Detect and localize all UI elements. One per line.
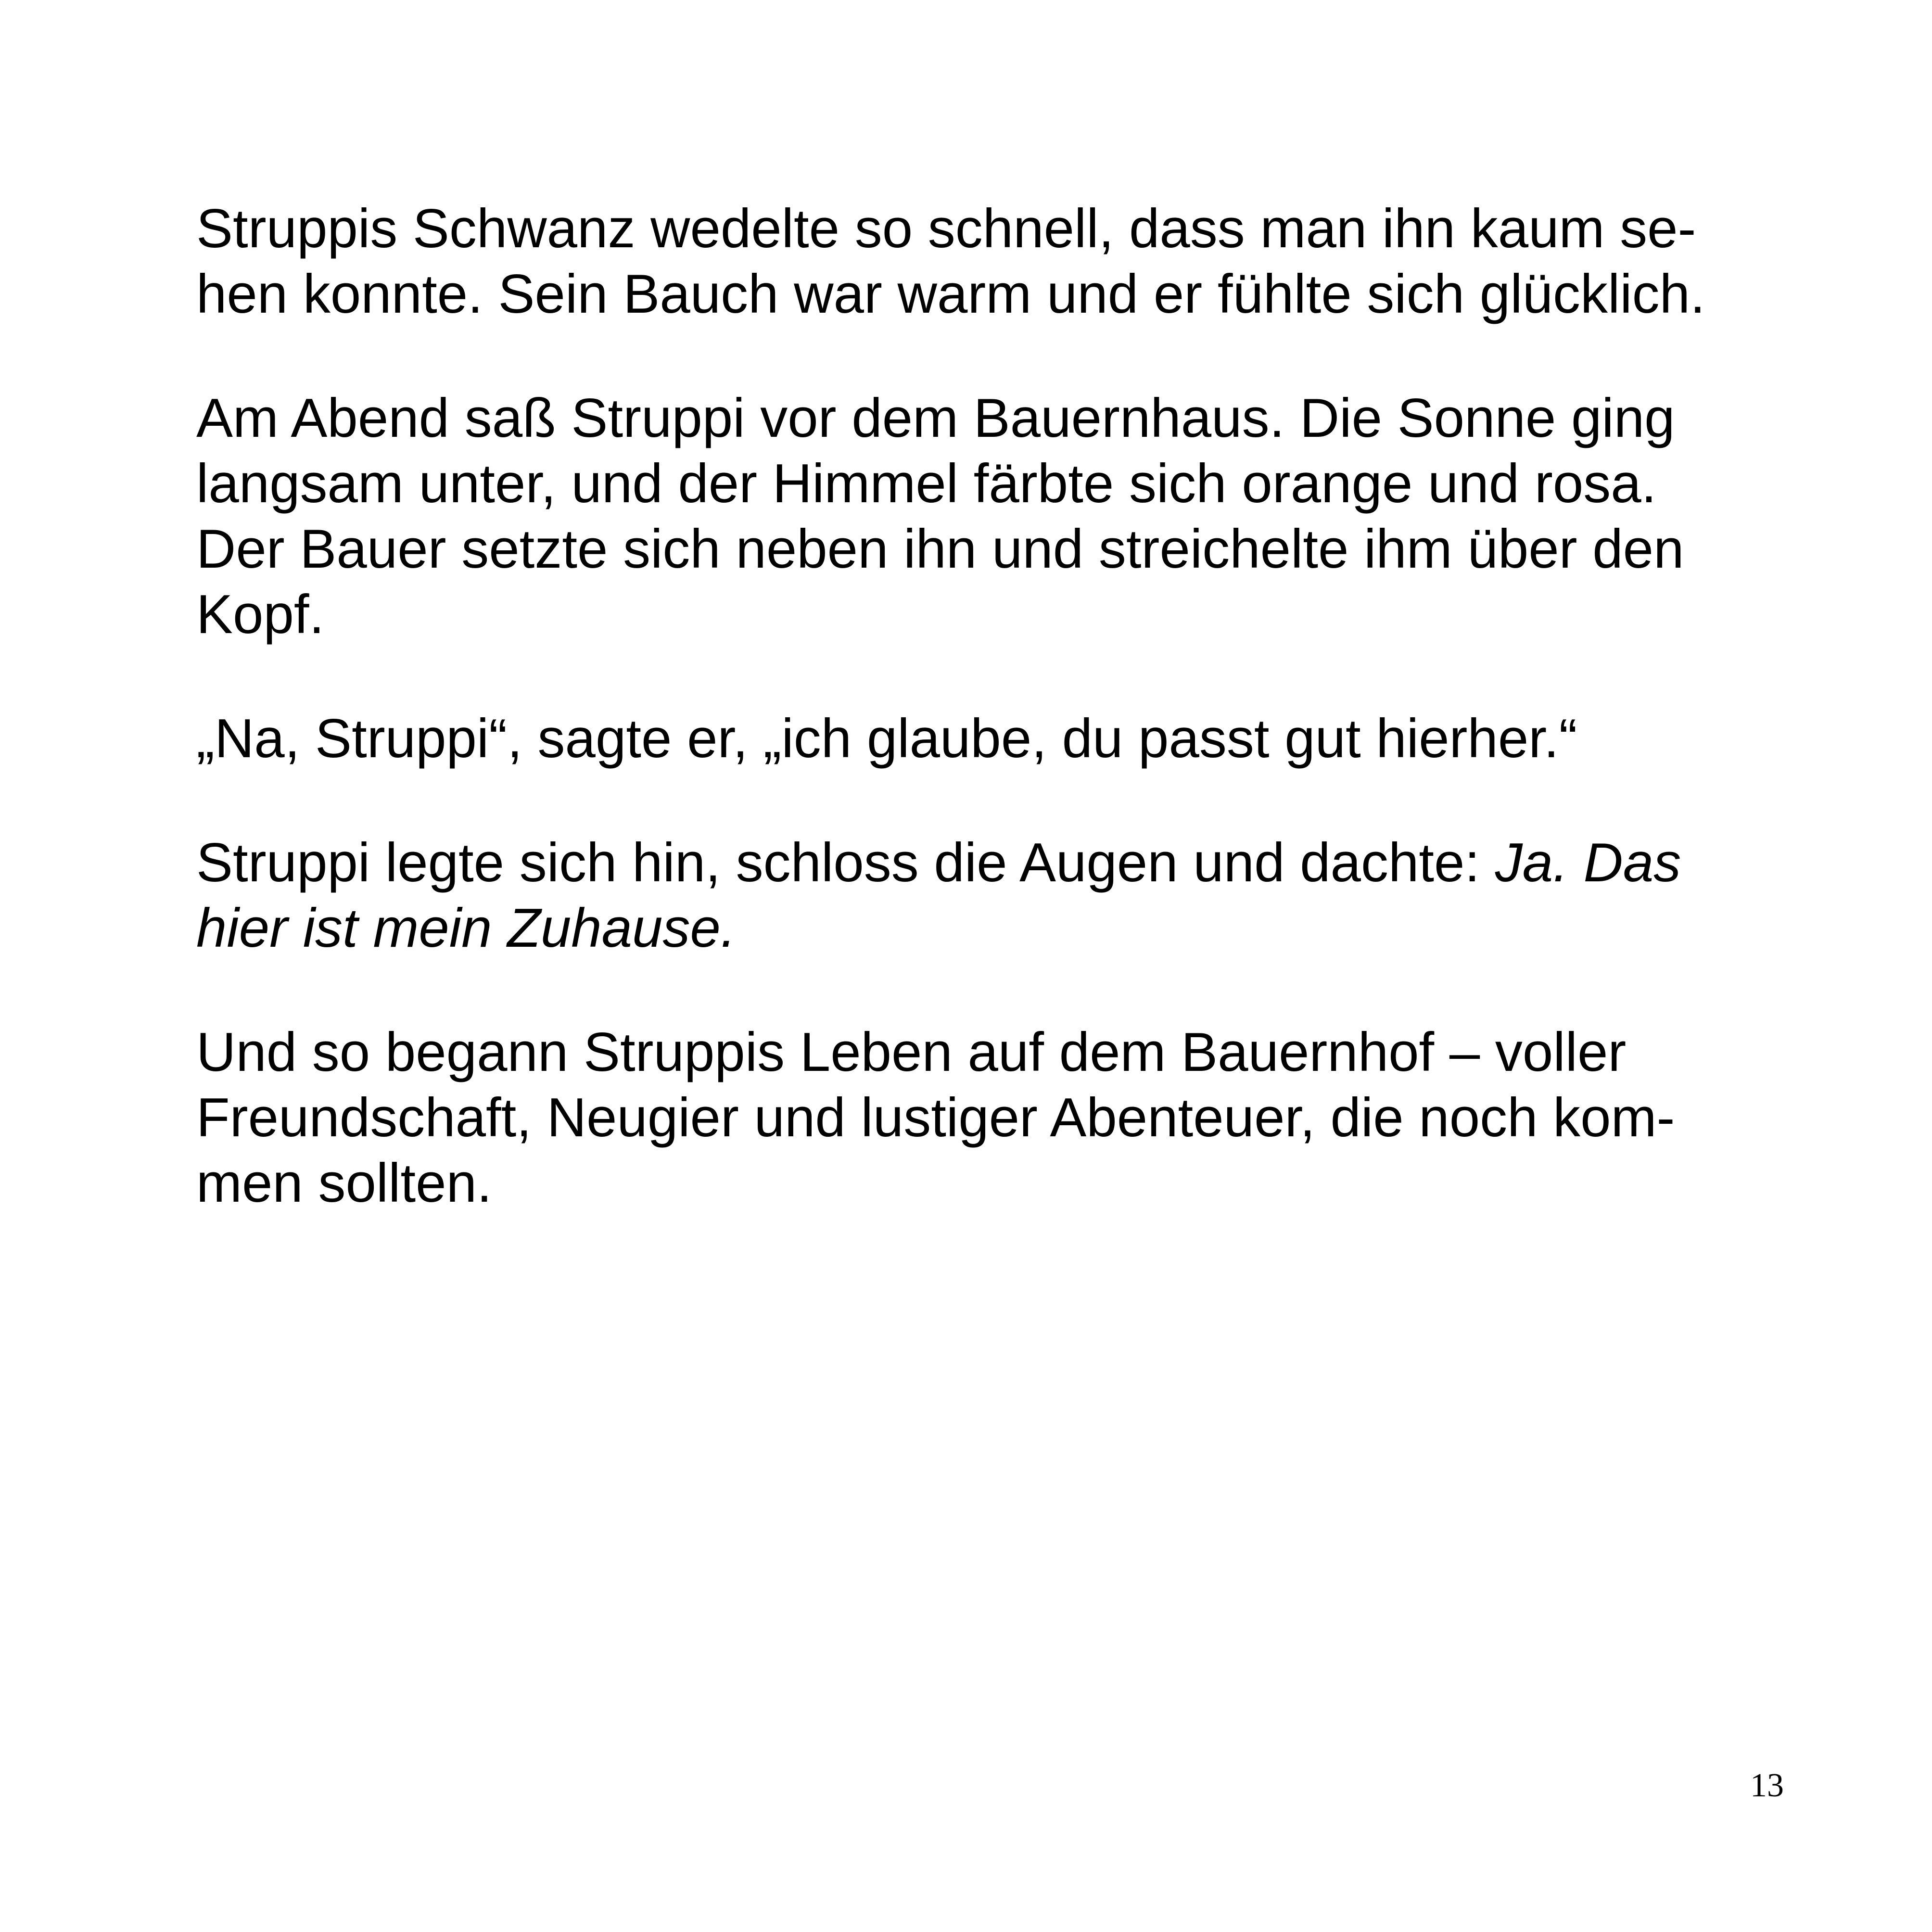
text-line: Kopf. <box>196 584 325 645</box>
text-line: Und so begann Struppis Leben auf dem Bauernhof – voller <box>196 1022 1627 1083</box>
paragraph-3 <box>196 706 1784 772</box>
paragraph-5 <box>196 1020 1784 1216</box>
text-line: hen konnte. Sein Bauch war warm und er fühlte sich glücklich. <box>196 264 1705 325</box>
story-text <box>196 196 1784 1275</box>
text-italic: Ja. Das <box>1495 832 1681 893</box>
text-line <box>196 830 1784 896</box>
page-number: 13 <box>1750 1767 1784 1804</box>
text-line: Am Abend saß Struppi vor dem Bauernhaus. Die Sonne ging <box>196 388 1675 449</box>
paragraph-2 <box>196 386 1784 648</box>
text-line: men sollten. <box>196 1153 492 1214</box>
paragraph-1 <box>196 196 1784 327</box>
text-line: Struppis Schwanz wedelte so schnell, dass man ihn kaum se- <box>196 198 1696 259</box>
text-plain: Struppi legte sich hin, schloss die Augen und dachte: <box>196 832 1495 893</box>
text-line: Der Bauer setzte sich neben ihn und streichelte ihm über den <box>196 519 1684 580</box>
text-line: Freundschaft, Neugier und lustiger Abenteuer, die noch kom- <box>196 1087 1675 1148</box>
text-line: langsam unter, und der Himmel färbte sich orange und rosa. <box>196 453 1657 514</box>
paragraph-4 <box>196 830 1784 961</box>
text-line: „Na, Struppi“, sagte er, „ich glaube, du passt gut hierher.“ <box>196 708 1577 769</box>
text-line-italic: hier ist mein Zuhause. <box>196 898 736 959</box>
